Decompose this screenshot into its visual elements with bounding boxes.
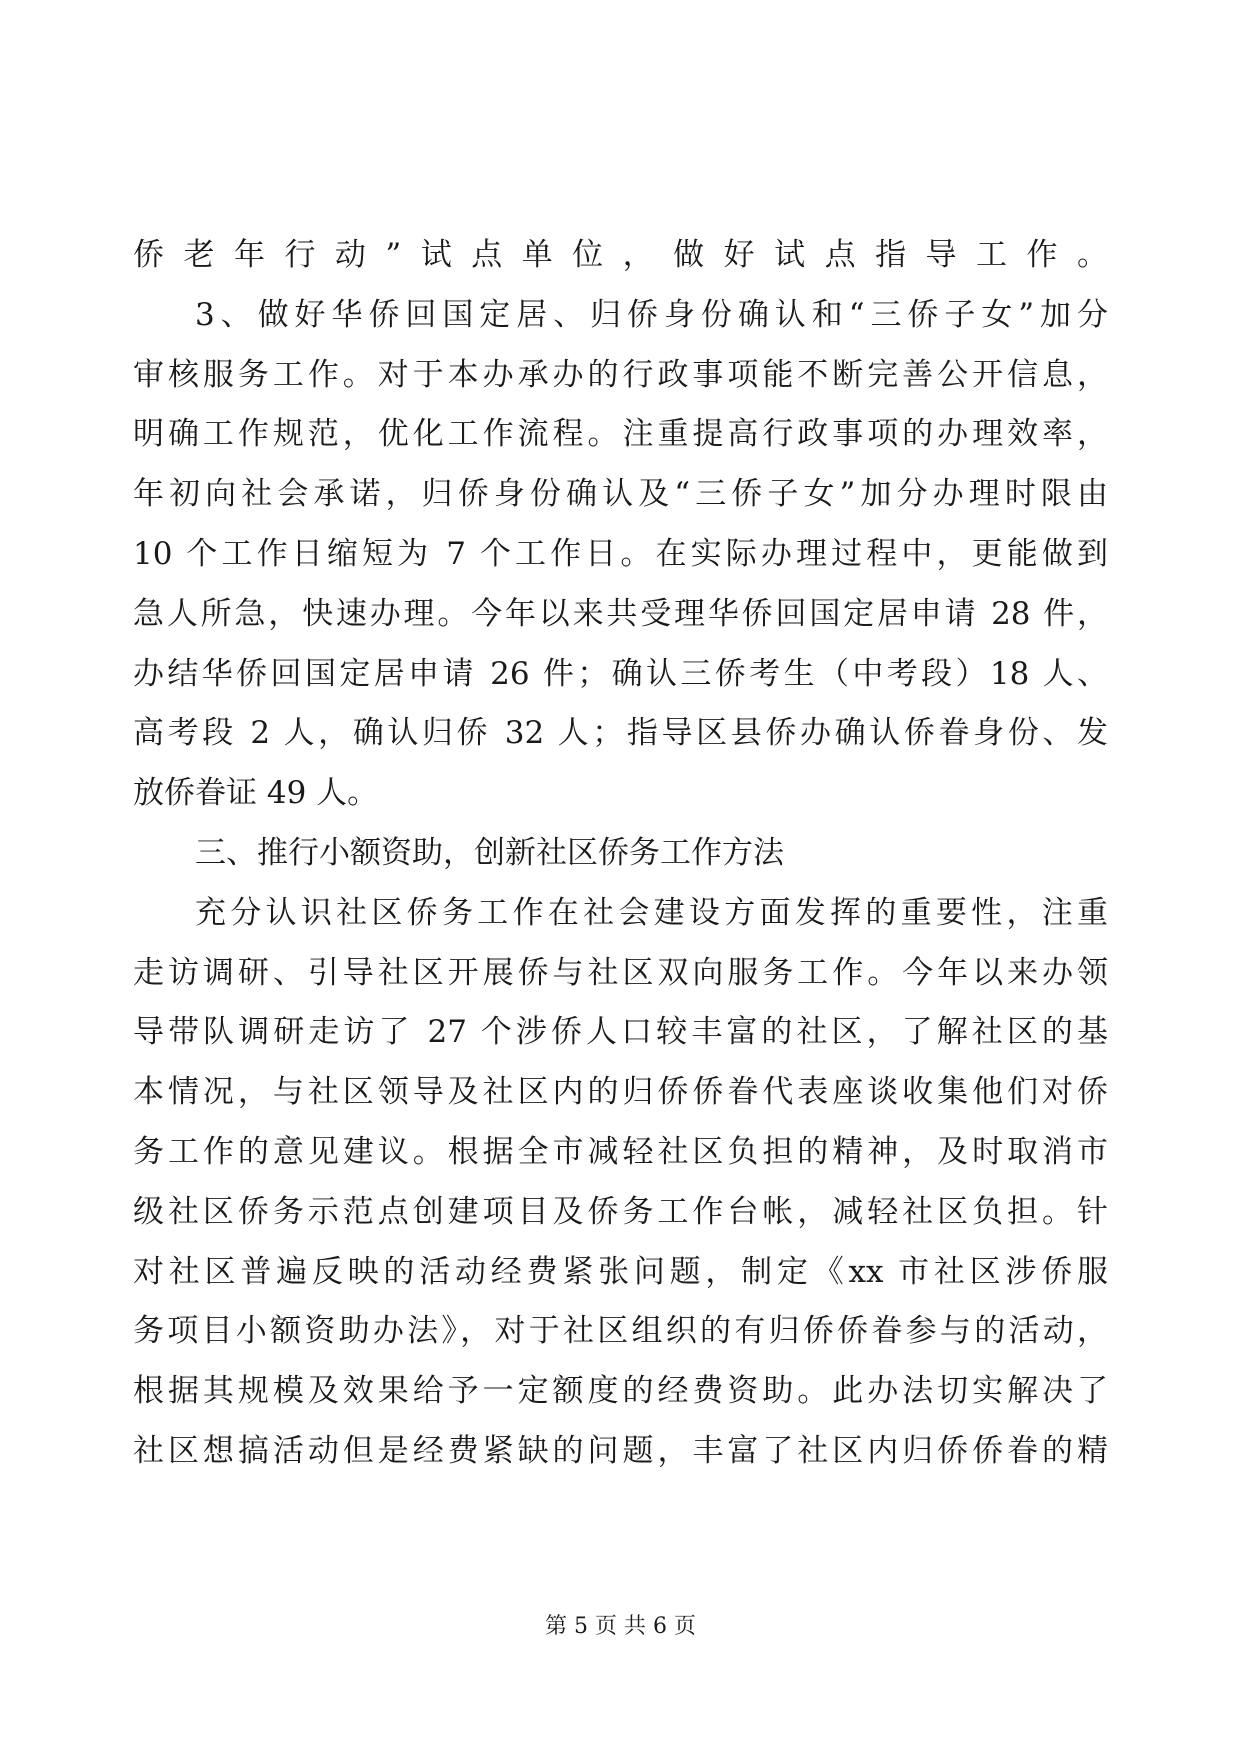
text-line: 急人所急，快速办理。今年以来共受理华侨回国定居申请 28 件， — [133, 595, 1108, 632]
text-line: 年初向社会承诺，归侨身份确认及“三侨子女”加分办理时限由 — [133, 476, 1108, 513]
text-line: 高考段 2 人，确认归侨 32 人；指导区县侨办确认侨眷身份、发 — [133, 715, 1108, 752]
text-line: 明确工作规范，优化工作流程。注重提高行政事项的办理效率， — [133, 416, 1108, 453]
text-line: 务工作的意见建议。根据全市减轻社区负担的精神，及时取消市 — [133, 1133, 1108, 1170]
body-text — [133, 226, 1108, 1482]
text-line: 级社区侨务示范点创建项目及侨务工作台帐，减轻社区负担。针 — [133, 1193, 1108, 1230]
text-line: 侨老年行动”试点单位，做好试点指导工作。 — [133, 237, 1108, 273]
text-line: 对社区普遍反映的活动经费紧张问题，制定《xx 市社区涉侨服 — [133, 1253, 1108, 1290]
text-line: 充分认识社区侨务工作在社会建设方面发挥的重要性，注重 — [195, 894, 1108, 931]
text-line: 社区想搞活动但是经费紧缺的问题，丰富了社区内归侨侨眷的精 — [133, 1432, 1108, 1469]
section-heading: 三、推行小额资助，创新社区侨务工作方法 — [195, 834, 784, 871]
text-line: 放侨眷证 49 人。 — [133, 775, 379, 812]
page-number-footer: 第 5 页 共 6 页 — [545, 1614, 696, 1639]
text-line: 办结华侨回国定居申请 26 件；确认三侨考生（中考段）18 人、 — [133, 655, 1108, 692]
text-line: 根据其规模及效果给予一定额度的经费资助。此办法切实解决了 — [133, 1373, 1108, 1410]
text-line: 审核服务工作。对于本办承办的行政事项能不断完善公开信息， — [133, 356, 1108, 393]
text-line: 10 个工作日缩短为 7 个工作日。在实际办理过程中，更能做到 — [133, 535, 1108, 572]
text-line: 走访调研、引导社区开展侨与社区双向服务工作。今年以来办领 — [133, 954, 1108, 991]
text-line: 务项目小额资助办法》，对于社区组织的有归侨侨眷参与的活动， — [133, 1313, 1108, 1350]
text-line: 本情况，与社区领导及社区内的归侨侨眷代表座谈收集他们对侨 — [133, 1074, 1108, 1111]
text-line: 3、做好华侨回国定居、归侨身份确认和“三侨子女”加分 — [195, 296, 1108, 333]
text-line: 导带队调研走访了 27 个涉侨人口较丰富的社区，了解社区的基 — [133, 1014, 1108, 1051]
